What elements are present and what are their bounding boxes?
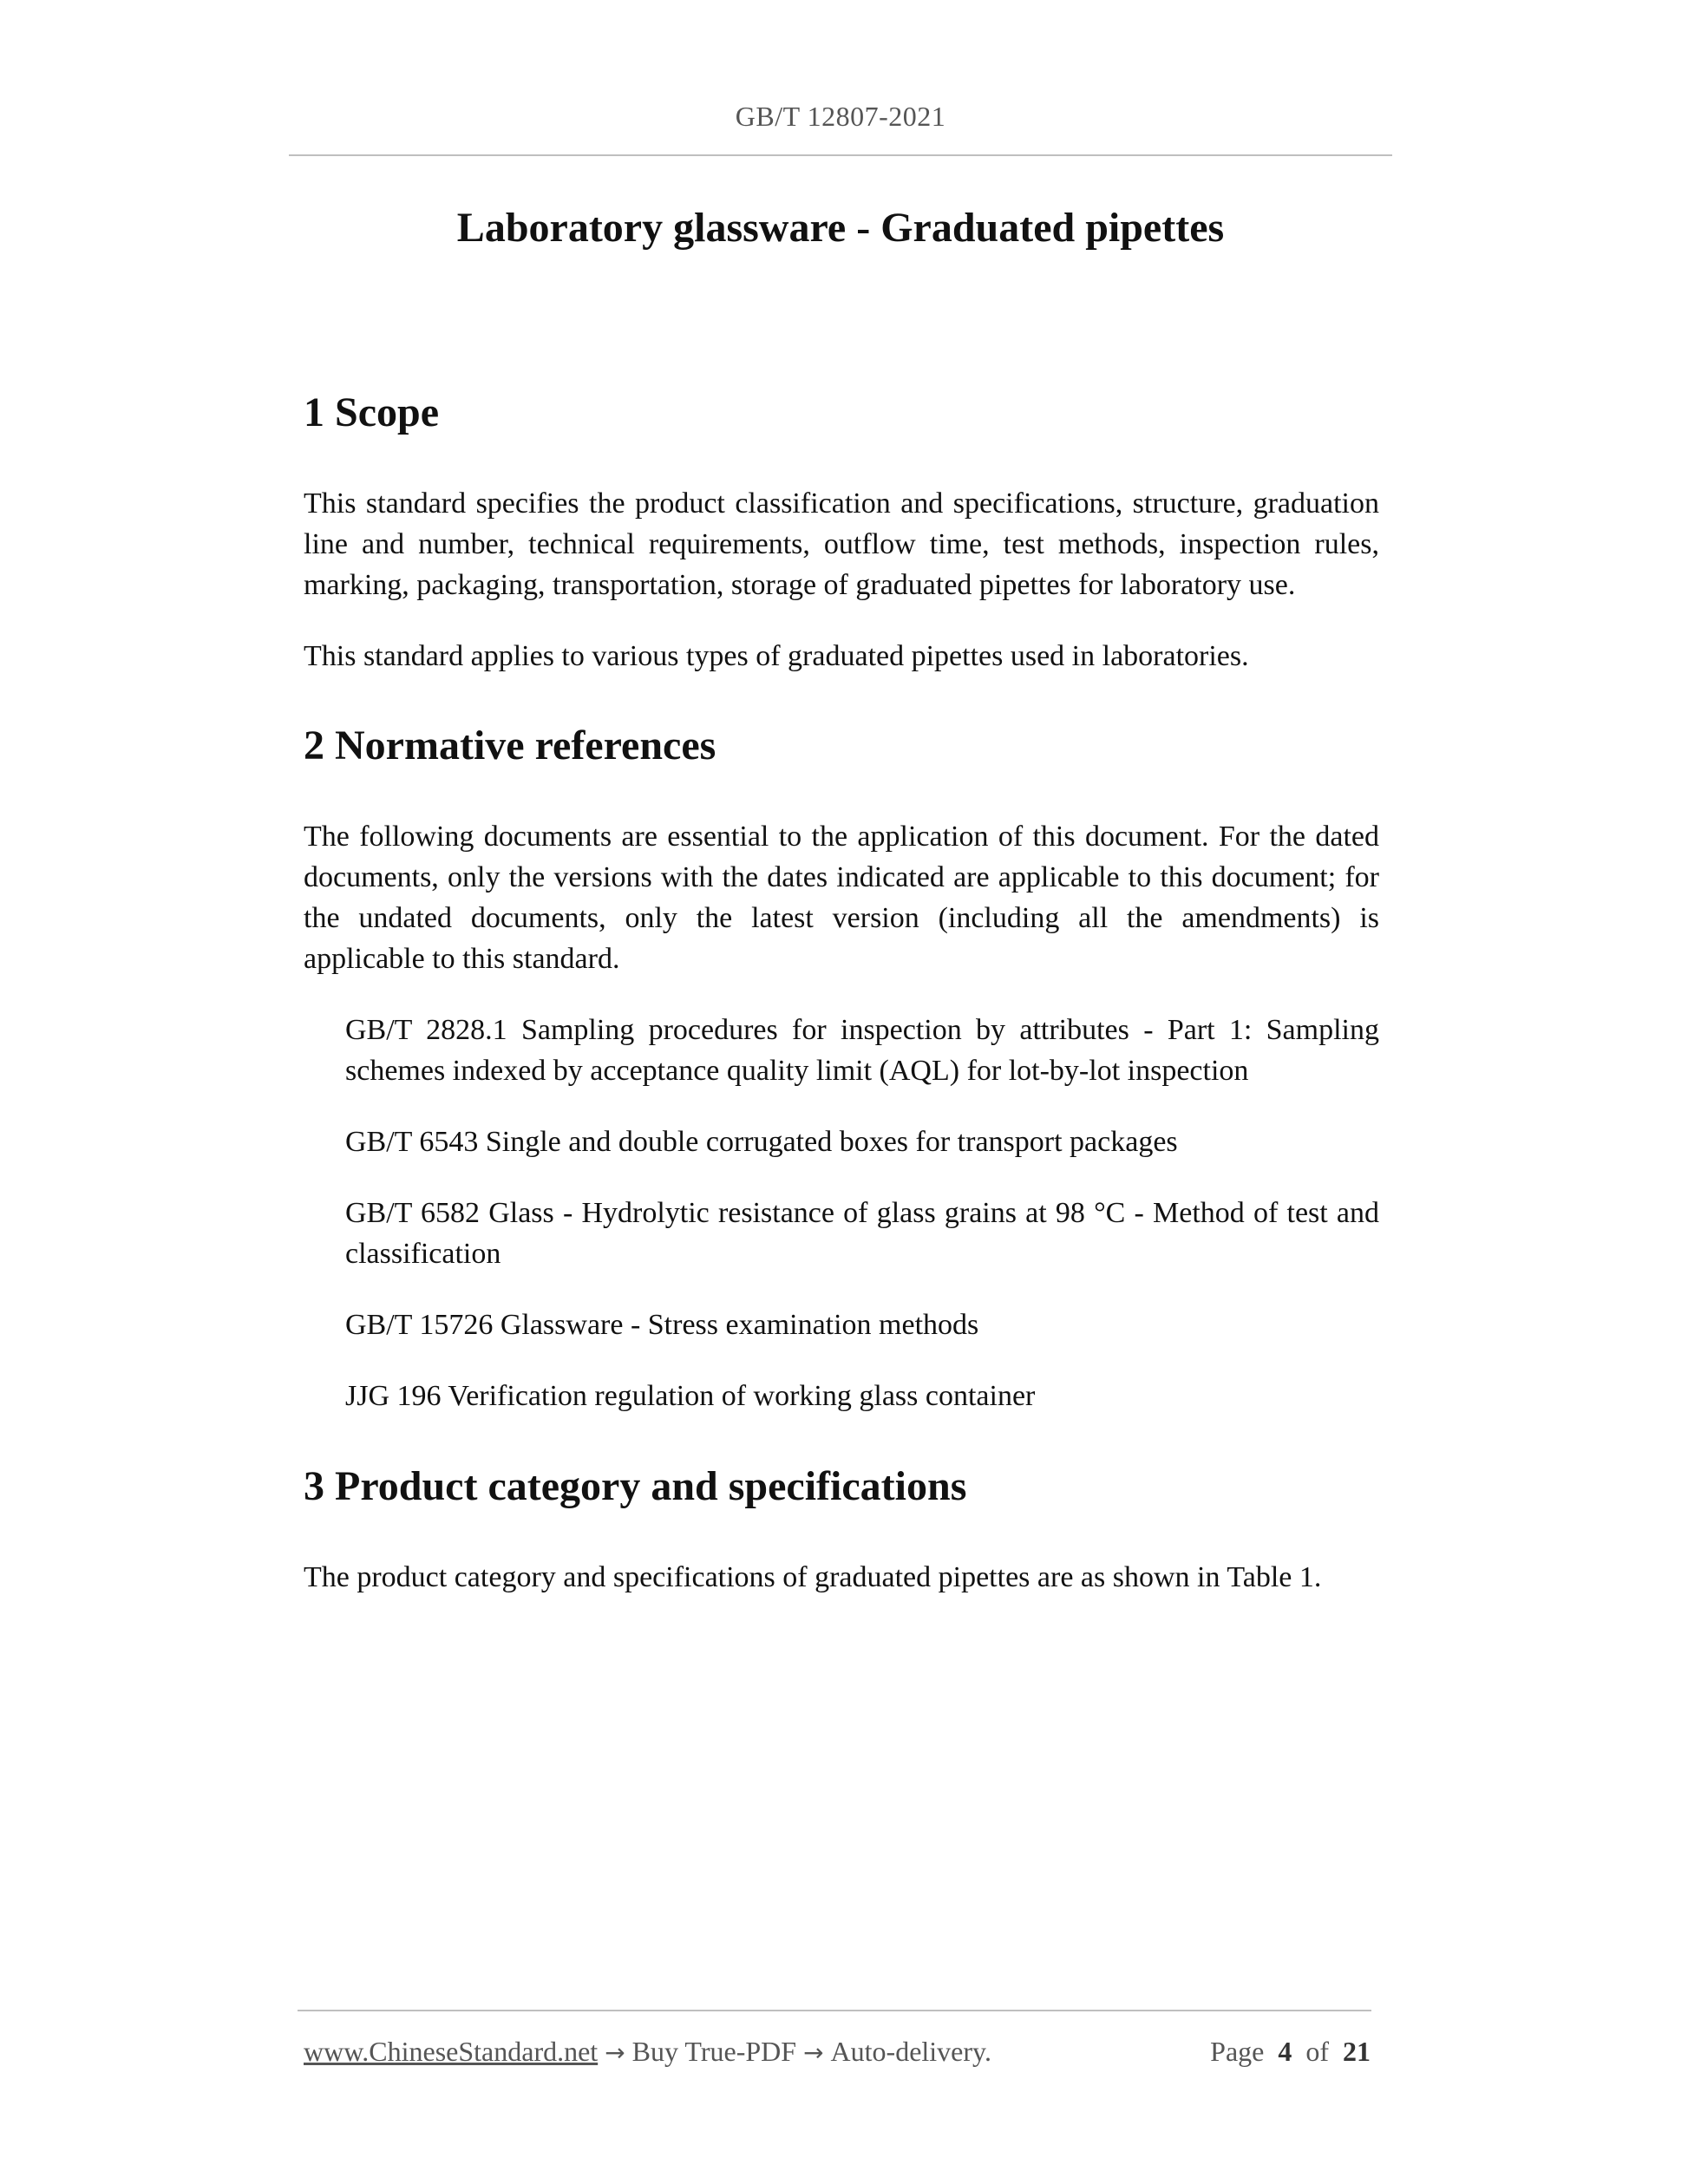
arrow-right-icon: → bbox=[803, 2038, 824, 2067]
section-heading-normative-references: 2 Normative references bbox=[304, 723, 716, 768]
reference-item: GB/T 6543 Single and double corrugated boxes for transport packages bbox=[345, 1126, 1178, 1158]
buy-text: Buy True-PDF bbox=[631, 2036, 797, 2067]
reference-item: GB/T 6582 Glass - Hydrolytic resistance of glass grains at 98 °C - Method of test and classification bbox=[345, 1197, 1379, 1270]
section-heading-scope: 1 Scope bbox=[304, 389, 439, 435]
of-label: of bbox=[1305, 2036, 1329, 2067]
page-header bbox=[289, 95, 1392, 156]
section-heading-product-category: 3 Product category and specifications bbox=[304, 1463, 967, 1509]
footer-divider bbox=[298, 2010, 1371, 2011]
footer-promo bbox=[304, 2030, 991, 2075]
reference-list bbox=[345, 1010, 1379, 1416]
reference-item: GB/T 2828.1 Sampling procedures for inspection by attributes - Part 1: Sampling schemes indexed by acceptance quality limit (AQL) for lot-by-lot inspection bbox=[345, 1014, 1379, 1087]
reference-item: JJG 196 Verification regulation of working glass container bbox=[345, 1380, 1036, 1412]
document-id: GB/T 12807-2021 bbox=[735, 101, 946, 132]
product-category-paragraph: The product category and specifications of graduated pipettes are as shown in Table 1. bbox=[304, 1561, 1322, 1593]
document-body bbox=[304, 386, 1379, 1598]
total-pages-number: 21 bbox=[1343, 2036, 1371, 2067]
page-indicator bbox=[1210, 2030, 1371, 2073]
page-footer bbox=[304, 2030, 1371, 2073]
scope-paragraph-2: This standard applies to various types of graduated pipettes used in laboratories. bbox=[304, 640, 1249, 672]
site-link[interactable]: www.ChineseStandard.net bbox=[304, 2036, 599, 2067]
scope-paragraph-1: This standard specifies the product classification and specifications, structure, graduation line and number, technical requirements, outflow time, test methods, inspection rules, marking, packaging, transportation, storage of graduated pipettes for laboratory use. bbox=[304, 487, 1379, 601]
normative-references-paragraph: The following documents are essential to the application of this document. For the dated documents, only the versions with the dates indicated are applicable to this document; for the undated documents, only the latest version (including all the amendments) is applicable to this standard. bbox=[304, 821, 1379, 975]
delivery-text: Auto-delivery. bbox=[830, 2036, 991, 2067]
current-page-number: 4 bbox=[1278, 2036, 1292, 2067]
reference-item: GB/T 15726 Glassware - Stress examination methods bbox=[345, 1309, 979, 1341]
arrow-right-icon: → bbox=[605, 2038, 625, 2067]
page-label: Page bbox=[1210, 2036, 1265, 2067]
document-title: Laboratory glassware - Graduated pipettes bbox=[456, 205, 1225, 251]
